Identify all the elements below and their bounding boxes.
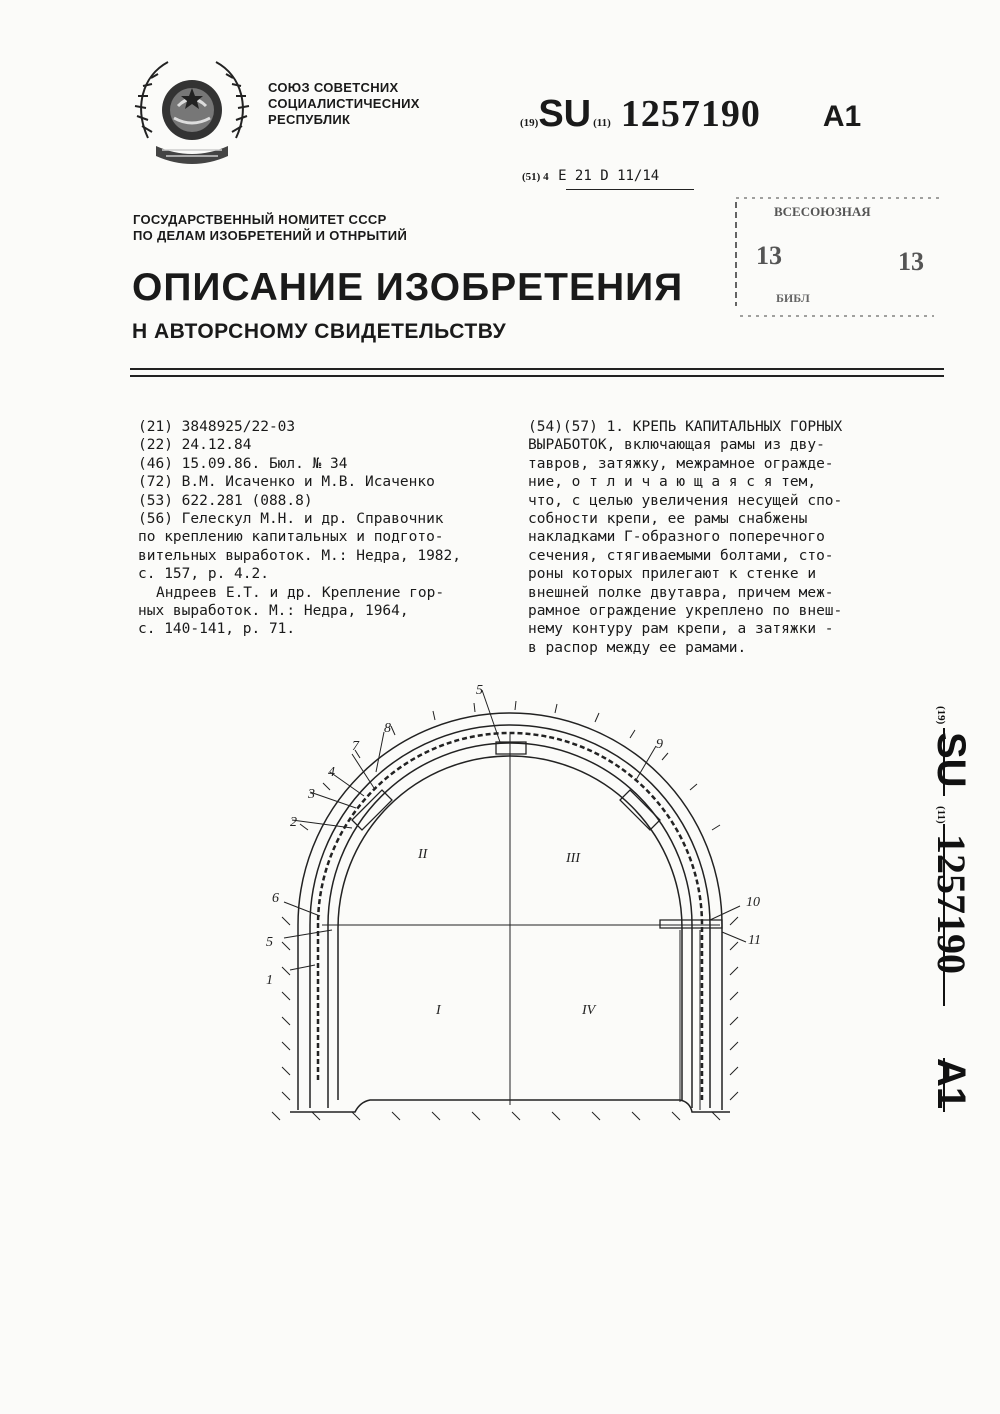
ipc-classification (522, 168, 659, 185)
ipc-underline (566, 189, 694, 190)
claims-line: нему контуру рам крепи, а затяжки - (528, 621, 834, 638)
drawing-label-10: 10 (746, 895, 760, 910)
zone-label-III: III (566, 851, 580, 866)
rock-hatching (272, 701, 738, 1120)
bolt-11 (660, 920, 722, 928)
claims-line: (54)(57) 1. КРЕПЬ КАПИТАЛЬНЫХ ГОРНЫХ (528, 419, 843, 435)
header-rule-bottom (130, 375, 944, 377)
claims-line: ние, о т л и ч а ю щ а я с я тем, (528, 474, 817, 491)
biblio-line: вительных выработок. М.: Недра, 1982, (138, 547, 462, 564)
tunnel-support-drawing (260, 680, 760, 1130)
stamp-top-text: ВСЕСОЮЗНАЯ (774, 204, 871, 219)
drawing-label-9: 9 (656, 737, 663, 752)
biblio-line: (22) 24.12.84 (138, 437, 252, 454)
drawing-label-6: 6 (272, 891, 279, 906)
claims-line: собности крепи, ее рамы снабжены (528, 511, 808, 528)
claims-line: что, с целью увеличения несущей спо- (528, 492, 843, 509)
biblio-line: по креплению капитальных и подгото- (138, 529, 444, 546)
drawing-label-1: 1 (266, 973, 273, 988)
biblio-line: ных выработок. М.: Недра, 1964, (138, 603, 409, 620)
side-code-11: (11) (935, 806, 947, 824)
code-11: (11) (593, 117, 611, 129)
stamp-left-number: 13 (756, 241, 782, 270)
library-stamp (734, 194, 944, 322)
biblio-line: с. 157, р. 4.2. (138, 566, 269, 583)
claims-line: сечения, стягиваемыми болтами, сто- (528, 547, 834, 564)
country-name (268, 80, 420, 128)
stamp-bottom-text: БИБЛ (776, 291, 810, 305)
biblio-line: Андреев Е.Т. и др. Крепление гор- (156, 584, 445, 601)
side-country-code: SU (929, 732, 973, 788)
biblio-line: с. 140-141, р. 71. (138, 621, 296, 638)
stamp-right-number: 13 (898, 247, 924, 276)
committee-line-1: ГОСУДАРСТВЕННЫЙ НОМИТЕТ СССР (133, 212, 387, 227)
side-publication-number: 1257190 (929, 834, 974, 974)
biblio-line: (53) 622.281 (088.8) (138, 492, 313, 509)
claims-line: роны которых прилегают к стенке и (528, 566, 817, 583)
claims-line: рамное ограждение укреплено по внеш- (528, 603, 843, 620)
ipc-code: (51) 4 (522, 171, 549, 183)
drawing-label-7: 7 (352, 739, 359, 754)
committee-name (133, 212, 407, 244)
ussr-emblem-icon (128, 48, 256, 176)
zone-label-IV: IV (582, 1003, 596, 1018)
claims-line: ВЫРАБОТОК, включающая рамы из дву- (528, 437, 825, 454)
document-title: ОПИСАНИЕ ИЗОБРЕТЕНИЯ (132, 266, 684, 309)
drawing-label-2: 2 (290, 815, 297, 830)
claims-line: накладками Г-образного поперечного (528, 529, 825, 546)
drawing-label-11: 11 (748, 933, 761, 948)
country-line-1: СОЮЗ СОВЕТСНИХ (268, 80, 399, 95)
bibliographic-data (138, 418, 498, 639)
committee-line-2: ПО ДЕЛАМ ИЗОБРЕТЕНИЙ И ОТНРЫТИЙ (133, 228, 408, 243)
country-line-3: РЕСПУБЛИК (268, 112, 351, 127)
publication-number: 1257190 (620, 93, 761, 135)
ipc-value: E 21 D 11/14 (558, 168, 660, 184)
biblio-line: (46) 15.09.86. Бюл. № 34 (138, 455, 348, 472)
side-kind-code: A1 (929, 1058, 973, 1110)
document-subtitle: Н АВТОРСНОМУ СВИДЕТЕЛЬСТВУ (132, 320, 507, 343)
drawing-label-5-left: 5 (266, 935, 273, 950)
claims-line: в распор между ее рамами. (528, 639, 747, 656)
biblio-line: (72) В.М. Исаченко и М.В. Исаченко (138, 474, 435, 491)
zone-label-II: II (418, 847, 428, 862)
side-patent-number (868, 706, 974, 1126)
country-code: SU (538, 93, 592, 135)
splice-plate-right (620, 790, 660, 830)
drawing-label-4: 4 (328, 765, 335, 780)
side-code-19: (19) (935, 706, 947, 725)
kind-code: A1 (822, 100, 862, 133)
claims-line: внешней полке двутавра, причем меж- (528, 584, 834, 601)
claims-text (528, 418, 888, 657)
zone-label-I: I (436, 1003, 441, 1018)
claims-line: тавров, затяжку, межрамное огражде- (528, 455, 834, 472)
country-line-2: СОЦИАЛИСТИЧЕСНИХ (268, 96, 420, 111)
header-rule-top (130, 368, 944, 370)
drawing-label-8: 8 (384, 721, 391, 736)
biblio-line: (21) 3848925/22-03 (138, 419, 296, 435)
drawing-label-5-top: 5 (476, 683, 483, 698)
code-19: (19) (520, 117, 539, 129)
drawing-label-3: 3 (308, 787, 315, 802)
patent-number (520, 92, 861, 142)
biblio-line: (56) Гелескул М.Н. и др. Справочник (138, 511, 444, 528)
lagging-zone-right (680, 930, 700, 1110)
